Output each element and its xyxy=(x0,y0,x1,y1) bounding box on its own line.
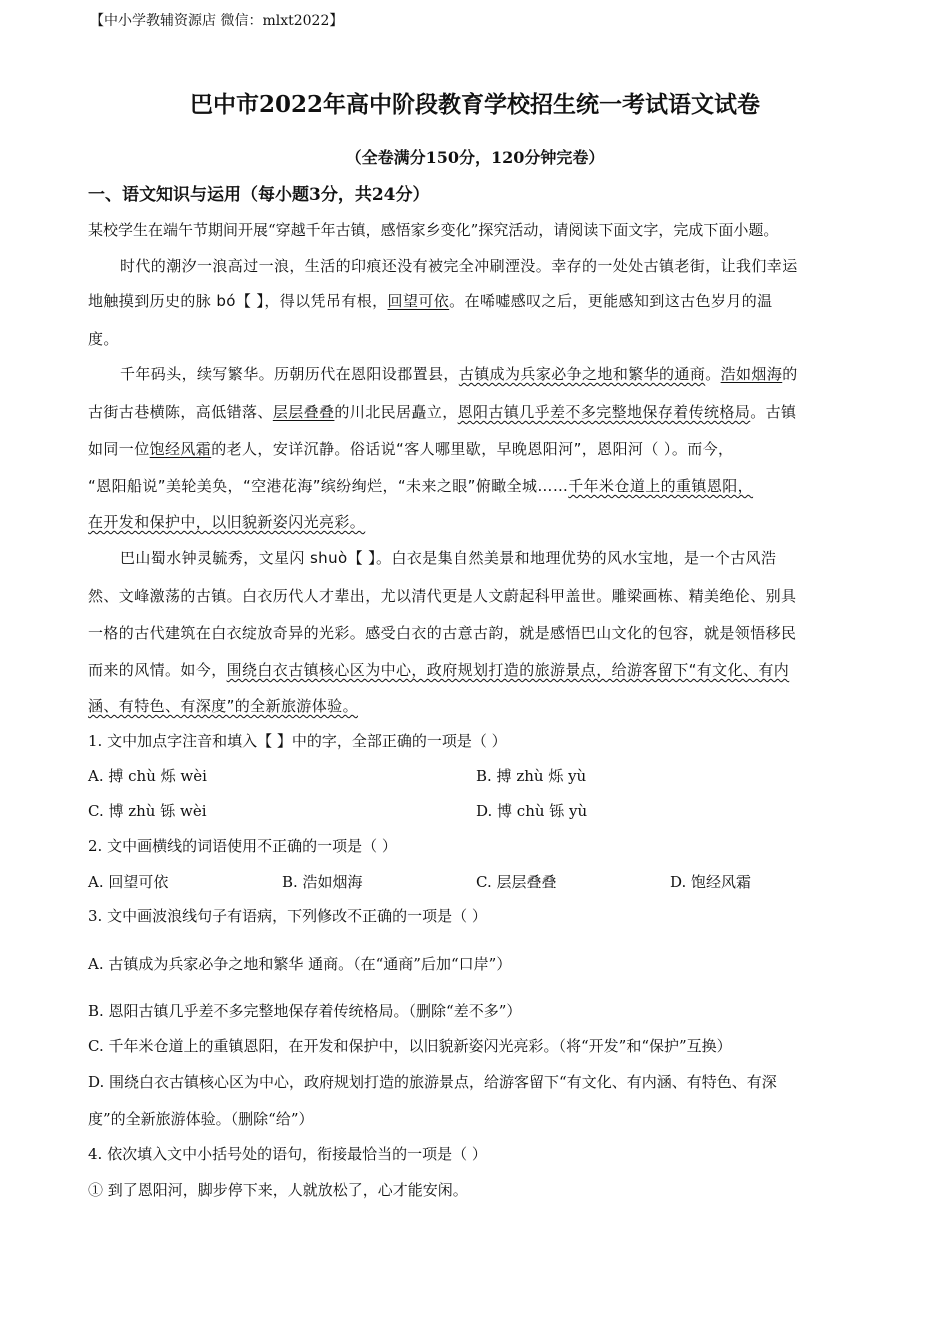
option-d: D. 饱经风霜 xyxy=(670,873,752,891)
passage-line: 一格的古代建筑在白衣绽放奇异的光彩。感受白衣的古意古韵，就是感悟巴山文化的包容，就是领悟移民 xyxy=(88,624,797,642)
option-c: C. 千年米仓道上的重镇恩阳，在开发和保护中，以旧貌新姿闪光亮彩。（将“开发”和“保护”互换） xyxy=(88,1037,732,1055)
passage-line: 千年码头，续写繁华。历朝历代在恩阳设郡置县，古镇成为兵家必争之地和繁华的通商。浩如烟海的 xyxy=(120,365,798,383)
option-d: D. 博 chù 铄 yù xyxy=(476,802,588,820)
passage-line: 巴山蜀水钟灵毓秀，文星闪 shuò【 】。白衣是集自然美景和地理优势的风水宝地，是一个古风浩 xyxy=(120,549,777,567)
answer-sentence-1: ① 到了恩阳河，脚步停下来，人就放松了，心才能安闲。 xyxy=(88,1181,468,1199)
wavy-sentence: 涵、有特色、有深度”的全新旅游体验。 xyxy=(88,697,358,715)
passage-line: 如同一位饱经风霜的老人，安详沉静。俗话说“客人哪里歇，早晚恩阳河”，恩阳河（ ）。而今， xyxy=(88,440,734,458)
wavy-sentence: 古镇成为兵家必争之地和繁华的通商 xyxy=(458,365,706,383)
option-a: A. 搏 chù 烁 wèi xyxy=(88,767,207,785)
passage-line: 古街古巷横陈，高低错落、层层叠叠的川北民居矗立，恩阳古镇几乎差不多完整地保存着传统格局。古镇 xyxy=(88,403,797,421)
option-c: C. 层层叠叠 xyxy=(476,873,557,891)
option-d: D. 围绕白衣古镇核心区为中心，政府规划打造的旅游景点，给游客留下“有文化、有内涵、有特色、有深 xyxy=(88,1073,777,1091)
option-b: B. 恩阳古镇几乎差不多完整地保存着传统格局。（删除“差不多”） xyxy=(88,1002,522,1020)
passage-line: 然、文峰激荡的古镇。白衣历代人才辈出，尤以清代更是人文蔚起科甲盖世。雕梁画栋、精美绝伦、别具 xyxy=(88,587,797,605)
page-subtitle: （全卷满分150分，120分钟完卷） xyxy=(345,148,605,167)
question-2: 2. 文中画横线的词语使用不正确的一项是（ ） xyxy=(88,837,397,855)
section-heading: 一、语文知识与运用（每小题3分，共24分） xyxy=(88,185,430,205)
underlined-phrase: 浩如烟海 xyxy=(720,365,783,383)
intro-text: 某校学生在端午节期间开展“穿越千年古镇，感悟家乡变化”探究活动，请阅读下面文字，完成下面小题。 xyxy=(88,221,779,239)
passage-line: 度。 xyxy=(88,330,119,348)
option-d-continued: 度”的全新旅游体验。（删除“给”） xyxy=(88,1110,314,1128)
passage-line xyxy=(88,695,358,716)
passage-line: 时代的潮汐一浪高过一浪，生活的印痕还没有被完全冲刷湮没。幸存的一处处古镇老街，让我们幸运 xyxy=(120,257,798,275)
page-title: 巴中市2022年高中阶段教育学校招生统一考试语文试卷 xyxy=(189,91,760,118)
question-3: 3. 文中画波浪线句子有语病，下列修改不正确的一项是（ ） xyxy=(88,907,487,925)
passage-line xyxy=(88,511,365,532)
question-4: 4. 依次填入文中小括号处的语句，衔接最恰当的一项是（ ） xyxy=(88,1145,487,1163)
option-c: C. 博 zhù 铄 wèi xyxy=(88,802,207,820)
option-a: A. 回望可依 xyxy=(88,873,169,891)
underlined-phrase: 层层叠叠 xyxy=(272,403,335,421)
resource-header: 【中小学教辅资源店 微信：mlxt2022】 xyxy=(90,13,344,29)
option-b: B. 浩如烟海 xyxy=(282,873,363,891)
option-b: B. 搏 zhù 烁 yù xyxy=(476,767,587,785)
wavy-sentence: 围绕白衣古镇核心区为中心，政府规划打造的旅游景点，给游客留下“有文化、有内 xyxy=(226,661,790,679)
underlined-phrase: 回望可依 xyxy=(387,292,450,310)
wavy-sentence: 千年米仓道上的重镇恩阳， xyxy=(568,477,754,495)
option-a: A. 古镇成为兵家必争之地和繁华 通商。（在“通商”后加“口岸”） xyxy=(88,955,512,973)
underlined-phrase: 饱经风霜 xyxy=(149,440,212,458)
passage-line: “恩阳船说”美轮美奂，“空港花海”缤纷绚烂，“未来之眼”俯瞰全城……千年米仓道上的重镇恩阳， xyxy=(88,477,754,495)
question-1: 1. 文中加点字注音和填入【 】中的字，全部正确的一项是（ ） xyxy=(88,732,507,750)
wavy-sentence: 在开发和保护中，以旧貌新姿闪光亮彩。 xyxy=(88,513,366,531)
wavy-sentence: 恩阳古镇几乎差不多完整地保存着传统格局 xyxy=(457,403,751,421)
passage-line: 地触摸到历史的脉 bó【 】，得以凭吊有根，回望可依。在唏嘘感叹之后，更能感知到这古色岁月的温 xyxy=(88,292,773,310)
passage-line: 而来的风情。如今，围绕白衣古镇核心区为中心，政府规划打造的旅游景点，给游客留下“有文化、有内 xyxy=(88,661,790,679)
